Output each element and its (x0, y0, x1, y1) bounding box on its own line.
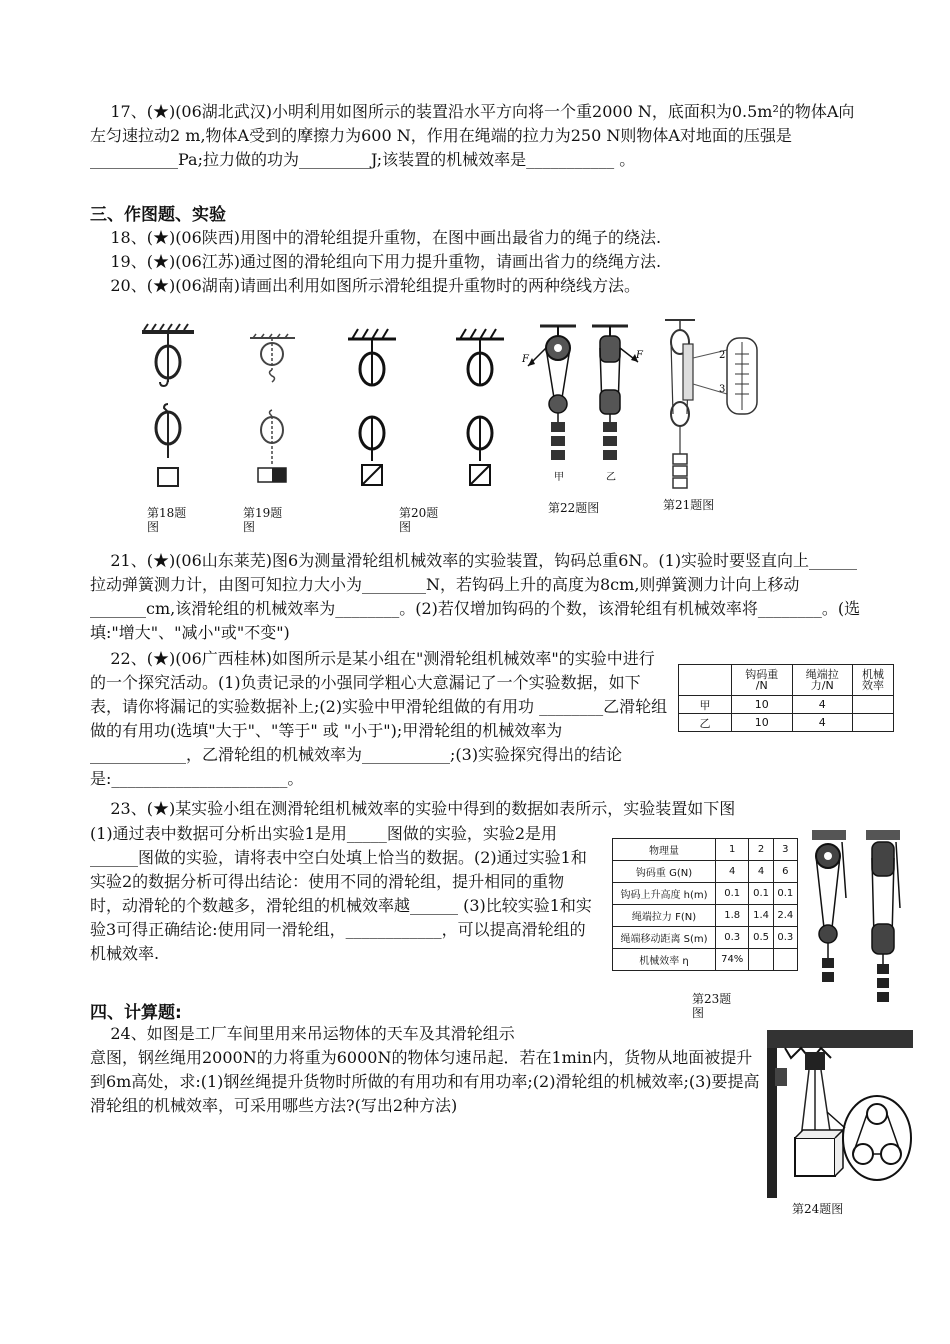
question-18: 18、(★)(06陕西)用图中的滑轮组提升重物，在图中画出最省力的绳子的绕法. (90, 228, 662, 247)
table-cell: 0.1 (773, 883, 797, 905)
table-header-cell: 2 (749, 839, 773, 861)
scale-label-2: 2 (719, 350, 726, 361)
question-22: 22、(★)(06广西桂林)如图所示是某小组在"测滑轮组机械效率"的实验中进行的一个探究活动。(1)负责记录的小强同学粗心大意漏记了一个实验数据，如下表，请你将漏记的实验数据补上;(2)实验中甲滑轮组做的有用功 ________乙滑轮组做的有用功(选填"大于"、"等于" 或 "小于");甲滑轮组的机械效率为____________，乙滑轮组的机械效率为___________;(3)实验探究得出的结论是:______________________。 (90, 649, 668, 788)
table-row (613, 883, 798, 905)
question-24-body: 意图，钢丝绳用2000N的力将重为6000N的物体匀速吊起．若在1min内，货物从地面被提升到6m高处，求:(1)钢丝绳提升货物时所做的有用功和有用功率;(2)滑轮组的机械效率;(3)要提高滑轮组的机械效率，可采用哪些方法?(写出2种方法) (90, 1048, 760, 1115)
force-label-jia: F (522, 354, 529, 365)
figure-18 (138, 318, 198, 498)
table-cell: 0.5 (749, 927, 773, 949)
table-cell: 4 (749, 861, 773, 883)
table-cell: 钩码上升高度 h(m) (613, 883, 716, 905)
table-row (613, 927, 798, 949)
question-19: 19、(★)(06江苏)通过图的滑轮组向下用力提升重物，请画出省力的绕绳方法. (90, 252, 662, 271)
table-header-cell: 1 (716, 839, 749, 861)
table-cell: 10 (732, 714, 793, 732)
table-cell: 绳端拉力 F(N) (613, 905, 716, 927)
table-row (613, 905, 798, 927)
table-cell: 0.3 (716, 927, 749, 949)
figure-20-right (450, 325, 510, 495)
table-cell: 4 (792, 696, 853, 714)
question-23-body: (1)通过表中数据可分析出实验1是用_____图做的实验，实验2是用______图做的实验，请将表中空白处填上恰当的数据。(2)通过实验1和实验2的数据分析可得出结论：使用不同的滑轮组，提升相同的重物时，动滑轮的个数越多，滑轮组的机械效率越______ (3)比较实验1和实验3可得正确结论:使用同一滑轮组，____________，可以提高滑轮组的机械效率. (90, 824, 592, 963)
table-row (679, 665, 894, 696)
table-22 (678, 664, 894, 732)
figure-24 (765, 1028, 915, 1200)
section-heading-3: 三、作图题、实验 (90, 205, 226, 225)
table-cell (749, 949, 773, 971)
table-cell: 4 (792, 714, 853, 732)
table-row (613, 839, 798, 861)
table-cell: 0.3 (773, 927, 797, 949)
scale-label-3: 3 (719, 384, 726, 395)
table-header-cell: 机械 效率 (853, 665, 894, 696)
table-header-cell: 钩码重 /N (732, 665, 793, 696)
table-cell: 绳端移动距离 S(m) (613, 927, 716, 949)
caption-fig22: 第22题图 (548, 501, 600, 515)
label-jia: 甲 (554, 472, 564, 483)
force-label-yi: F (636, 350, 643, 361)
table-row (613, 949, 798, 971)
table-row (613, 861, 798, 883)
question-23-head: 23、(★)某实验小组在测滑轮组机械效率的实验中得到的数据如表所示，实验装置如下图 (90, 799, 736, 818)
table-header-cell: 物理量 (613, 839, 716, 861)
figure-22 (518, 318, 648, 493)
caption-fig20: 第20题 图 (399, 506, 439, 534)
table-cell: 2.4 (773, 905, 797, 927)
table-cell: 甲 (679, 696, 732, 714)
table-cell: 1.4 (749, 905, 773, 927)
question-17: 17、(★)(06湖北武汉)小明利用如图所示的装置沿水平方向将一个重2000 N，底面积为0.5m²的物体A向左匀速拉动2 m,物体A受到的摩擦力为600 N，作用在绳端的拉力为250 N则物体A对地面的压强是___________Pa;拉力做的功为_________J;该装置的机械效率是___________ 。 (90, 102, 855, 169)
table-cell: 10 (732, 696, 793, 714)
caption-fig24: 第24题图 (792, 1202, 844, 1216)
question-20: 20、(★)(06湖南)请画出利用如图所示滑轮组提升重物时的两种绕线方法。 (90, 276, 641, 295)
table-row (679, 696, 894, 714)
table-cell: 钩码重 G(N) (613, 861, 716, 883)
table-cell: 0.1 (749, 883, 773, 905)
table-cell: 74% (716, 949, 749, 971)
caption-fig19: 第19题 图 (243, 506, 283, 534)
table-cell: 0.1 (716, 883, 749, 905)
table-header-cell: 3 (773, 839, 797, 861)
table-header-cell (679, 665, 732, 696)
table-cell (853, 714, 894, 732)
caption-fig21: 第21题图 (663, 498, 715, 512)
table-cell (853, 696, 894, 714)
caption-fig18: 第18题 图 (147, 506, 187, 534)
question-21: 21、(★)(06山东莱芜)图6为测量滑轮组机械效率的实验装置，钩码总重6N。(1)实验时要竖直向上______拉动弹簧测力计，由图可知拉力大小为________N，若钩码上升的高度为8cm,则弹簧测力计向上移动_______cm,该滑轮组的机械效率为________。(2)若仅增加钩码的个数，该滑轮组有机械效率将________。(选填:"增大"、"减小"或"不变") (90, 551, 861, 642)
table-header-cell: 绳端拉 力/N (792, 665, 853, 696)
table-cell: 1.8 (716, 905, 749, 927)
question-24-line1: 24、如图是工厂车间里用来吊运物体的天车及其滑轮组示 (90, 1024, 515, 1043)
table-cell: 6 (773, 861, 797, 883)
section-heading-4: 四、计算题: (90, 1003, 182, 1023)
label-yi: 乙 (606, 472, 616, 483)
table-cell: 4 (716, 861, 749, 883)
table-cell (773, 949, 797, 971)
figure-21 (655, 314, 775, 494)
table-cell: 乙 (679, 714, 732, 732)
figure-20-left (342, 325, 402, 495)
caption-fig23: 第23题 图 (692, 992, 732, 1020)
table-row (679, 714, 894, 732)
table-23 (612, 838, 798, 971)
table-cell: 机械效率 η (613, 949, 716, 971)
figure-23 (808, 828, 906, 1016)
figure-19 (245, 330, 300, 490)
